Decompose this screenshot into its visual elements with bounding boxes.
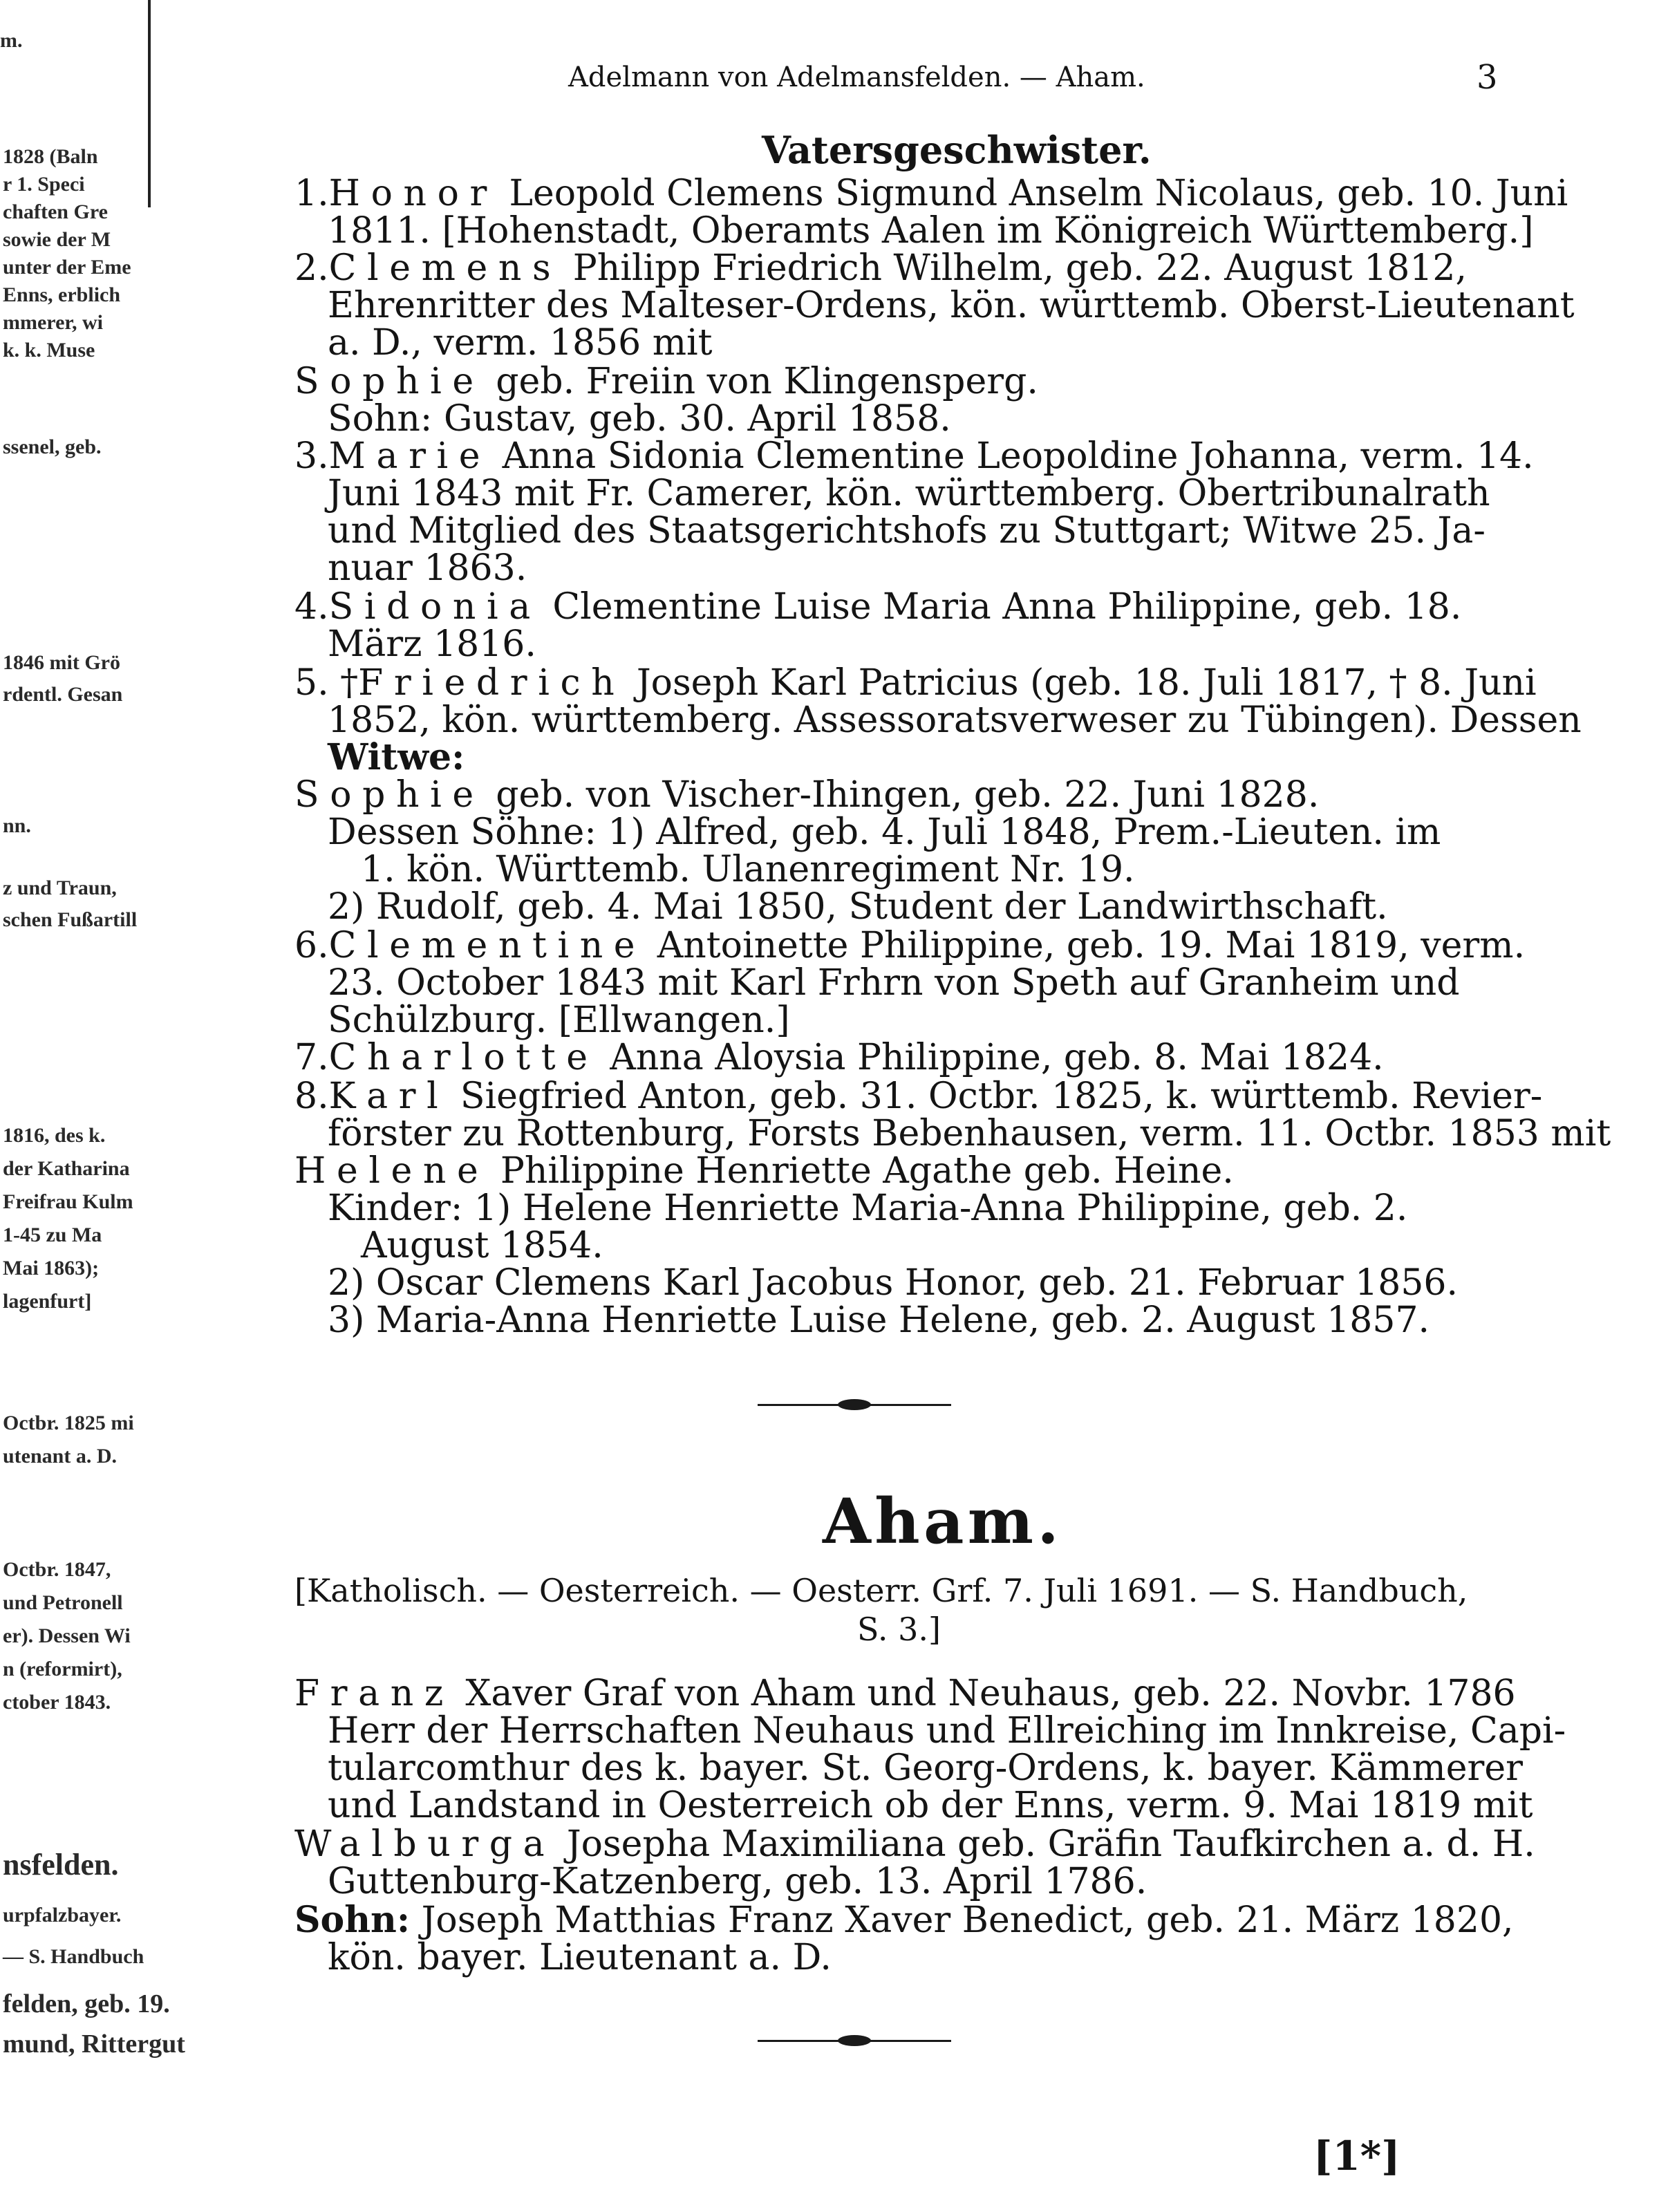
entry-line (294, 435, 1534, 477)
spouse-line (294, 361, 1038, 402)
entry-text: Leopold Clemens Sigmund Anselm Nicolaus, geb. 10. Juni (497, 173, 1568, 214)
bleed-fragment: m. (0, 29, 23, 52)
spouse-name: Sophie (294, 774, 485, 816)
bleed-fragment: Enns, erblich (3, 283, 121, 306)
entry-number: 7. (294, 1037, 329, 1078)
aham-entry-line: Guttenburg-Katzenberg, geb. 13. April 1786. (328, 1861, 1147, 1902)
aham-entry-line (294, 1673, 1516, 1714)
entry-name: Honor (328, 173, 498, 214)
bleed-fragment: Freifrau Kulm (3, 1190, 133, 1213)
aham-entry-line: und Landstand in Oesterreich ob der Enns, verm. 9. Mai 1819 mit (328, 1785, 1533, 1826)
child-line: 2) Rudolf, geb. 4. Mai 1850, Student der Landwirthschaft. (328, 886, 1388, 928)
bleed-fragment: — S. Handbuch (3, 1945, 144, 1968)
spouse-line (294, 774, 1320, 816)
bleed-fragment: rdentl. Gesan (3, 683, 123, 706)
entry-text: Anna Sidonia Clementine Leopoldine Johanna, verm. 14. (491, 435, 1534, 477)
entry-line: Juni 1843 mit Fr. Camerer, kön. württemberg. Obertribunalrath (328, 473, 1490, 514)
bleed-fragment: nsfelden. (3, 1848, 119, 1882)
bleed-fragment: der Katharina (3, 1157, 130, 1180)
aham-entry-line (294, 1899, 1514, 1941)
spouse-text: geb. von Vischer-Ihingen, geb. 22. Juni 1828. (484, 774, 1320, 816)
bleed-fragment: r 1. Speci (3, 173, 85, 196)
bleed-fragment: mund, Rittergut (3, 2030, 185, 2059)
entry-number: 3. (294, 435, 329, 477)
spouse-text: Philippine Henriette Agathe geb. Heine. (489, 1150, 1234, 1192)
aham-entry-line: tularcomthur des k. bayer. St. Georg-Ordens, k. bayer. Kämmerer (328, 1747, 1523, 1789)
section-meta-line: S. 3.] (857, 1611, 941, 1648)
signature-mark: [1*] (1313, 2133, 1400, 2180)
bleed-fragment: Octbr. 1825 mi (3, 1412, 134, 1434)
child-line: Dessen Söhne: 1) Alfred, geb. 4. Juli 1848, Prem.-Lieuten. im (328, 812, 1441, 853)
child-line: Kinder: 1) Helene Henriette Maria-Anna Philippine, geb. 2. (328, 1188, 1408, 1229)
bleed-fragment: Octbr. 1847, (3, 1558, 111, 1581)
bleed-fragment: lagenfurt] (3, 1290, 92, 1313)
section-divider-ornament (758, 1396, 951, 1413)
bleed-fragment: n (reformirt), (3, 1658, 122, 1680)
entry-text: Anna Aloysia Philippine, geb. 8. Mai 1824. (598, 1037, 1384, 1078)
entry-line (294, 1037, 1384, 1078)
entry-text: Siegfried Anton, geb. 31. Octbr. 1825, k. württemb. Revier- (449, 1076, 1543, 1117)
bleed-fragment: schen Fußartill (3, 908, 138, 931)
facing-page-rule (148, 0, 151, 207)
bleed-fragment: und Petronell (3, 1591, 123, 1614)
section-title: Aham. (823, 1485, 1063, 1558)
entry-line: 1852, kön. württemberg. Assessoratsverweser zu Tübingen). Dessen (328, 700, 1582, 741)
spouse-line (294, 1150, 1234, 1192)
bleed-fragment: 1846 mit Grö (3, 651, 120, 674)
entry-line (294, 173, 1568, 214)
entry-text: Joseph Matthias Franz Xaver Benedict, geb. 21. März 1820, (410, 1900, 1514, 1941)
spouse-name: Helene (294, 1150, 489, 1192)
bleed-fragment: utenant a. D. (3, 1445, 118, 1468)
aham-entry-line (294, 1824, 1535, 1865)
spouse-name: Sophie (294, 361, 485, 402)
entry-line (294, 1076, 1543, 1117)
entry-name: Walburga (294, 1824, 556, 1865)
bleed-fragment: z und Traun, (3, 877, 117, 899)
child-line: 2) Oscar Clemens Karl Jacobus Honor, geb. 21. Februar 1856. (328, 1262, 1459, 1304)
entry-number: 1. (294, 173, 329, 214)
entry-line: a. D., verm. 1856 mit (328, 322, 713, 364)
entry-line (294, 247, 1468, 289)
child-line: Sohn: Gustav, geb. 30. April 1858. (328, 398, 951, 440)
bleed-fragment: 1816, des k. (3, 1124, 106, 1147)
spouse-text: geb. Freiin von Klingensperg. (484, 361, 1038, 402)
bleed-fragment: k. k. Muse (3, 339, 95, 362)
aham-entry-line: kön. bayer. Lieutenant a. D. (328, 1937, 832, 1978)
entry-number: 8. (294, 1076, 329, 1117)
bleed-fragment: nn. (3, 814, 31, 837)
entry-name: Karl (328, 1076, 449, 1117)
entry-line (294, 586, 1462, 628)
entry-name: Sohn: (294, 1899, 411, 1941)
aham-entry-line: Herr der Herrschaften Neuhaus und Ellreiching im Innkreise, Capi- (328, 1710, 1566, 1752)
entry-name: Clemens (328, 247, 562, 289)
entry-number: 2. (294, 247, 329, 289)
entry-line: 23. October 1843 mit Karl Frhrn von Speth auf Granheim und (328, 962, 1460, 1004)
entry-name: Sidonia (328, 586, 541, 628)
entry-line: März 1816. (328, 624, 536, 665)
entry-text: Clementine Luise Maria Anna Philippine, geb. 18. (541, 586, 1462, 628)
entry-text: Josepha Maximiliana geb. Gräfin Taufkirchen a. d. H. (555, 1824, 1535, 1865)
entry-line: 1811. [Hohenstadt, Oberamts Aalen im Königreich Württemberg.] (328, 210, 1534, 252)
entry-text: Joseph Karl Patricius (geb. 18. Juli 1817, † 8. Juni (625, 662, 1537, 704)
child-line: 1. kön. Württemb. Ulanenregiment Nr. 19. (361, 849, 1135, 890)
bleed-fragment: 1828 (Baln (3, 145, 98, 168)
entry-line: förster zu Rottenburg, Forsts Bebenhausen, verm. 11. Octbr. 1853 mit (328, 1113, 1611, 1154)
entry-name: Clementine (328, 925, 646, 966)
entry-text: Antoinette Philippine, geb. 19. Mai 1819, verm. (646, 925, 1526, 966)
page-number: 3 (1477, 58, 1498, 97)
entry-line (294, 925, 1526, 966)
entry-name: Franz (294, 1673, 454, 1714)
entry-line: Witwe: (328, 736, 465, 778)
bleed-fragment: unter der Eme (3, 256, 131, 279)
child-line: August 1854. (361, 1225, 603, 1266)
running-title: Adelmann von Adelmansfelden. — Aham. (568, 62, 1145, 93)
facing-page-bleed (0, 0, 185, 2212)
entry-line (294, 662, 1537, 704)
entry-line: und Mitglied des Staatsgerichtshofs zu Stuttgart; Witwe 25. Ja- (328, 510, 1485, 552)
entry-line: nuar 1863. (328, 547, 527, 589)
entry-line: Schülzburg. [Ellwangen.] (328, 1000, 790, 1041)
entry-text: Philipp Friedrich Wilhelm, geb. 22. August 1812, (561, 247, 1468, 289)
section-divider-ornament (758, 2032, 951, 2049)
bleed-fragment: ctober 1843. (3, 1691, 111, 1714)
entry-name: Friedrich (358, 662, 626, 704)
bleed-fragment: ssenel, geb. (3, 435, 102, 458)
entry-text: Xaver Graf von Aham und Neuhaus, geb. 22. Novbr. 1786 (453, 1673, 1516, 1714)
entry-name: Charlotte (328, 1037, 599, 1078)
section-heading: Vatersgeschwister. (762, 128, 1152, 172)
bleed-fragment: felden, geb. 19. (3, 1989, 170, 2018)
entry-number: 4. (294, 586, 329, 628)
child-line: 3) Maria-Anna Henriette Luise Helene, geb. 2. August 1857. (328, 1300, 1430, 1341)
section-meta-line: [Katholisch. — Oesterreich. — Oesterr. Grf. 7. Juli 1691. — S. Handbuch, (294, 1572, 1468, 1609)
bleed-fragment: mmerer, wi (3, 311, 103, 334)
bleed-fragment: Mai 1863); (3, 1257, 100, 1280)
entry-number: 5. † (294, 662, 359, 704)
entry-name: Marie (328, 435, 491, 477)
entry-line: Ehrenritter des Malteser-Ordens, kön. württemb. Oberst-Lieutenant (328, 285, 1575, 326)
bleed-fragment: er). Dessen Wi (3, 1624, 131, 1647)
bleed-fragment: chaften Gre (3, 200, 108, 223)
bleed-fragment: 1-45 zu Ma (3, 1224, 102, 1246)
bleed-fragment: sowie der M (3, 228, 111, 251)
entry-number: 6. (294, 925, 329, 966)
bleed-fragment: urpfalzbayer. (3, 1904, 122, 1927)
